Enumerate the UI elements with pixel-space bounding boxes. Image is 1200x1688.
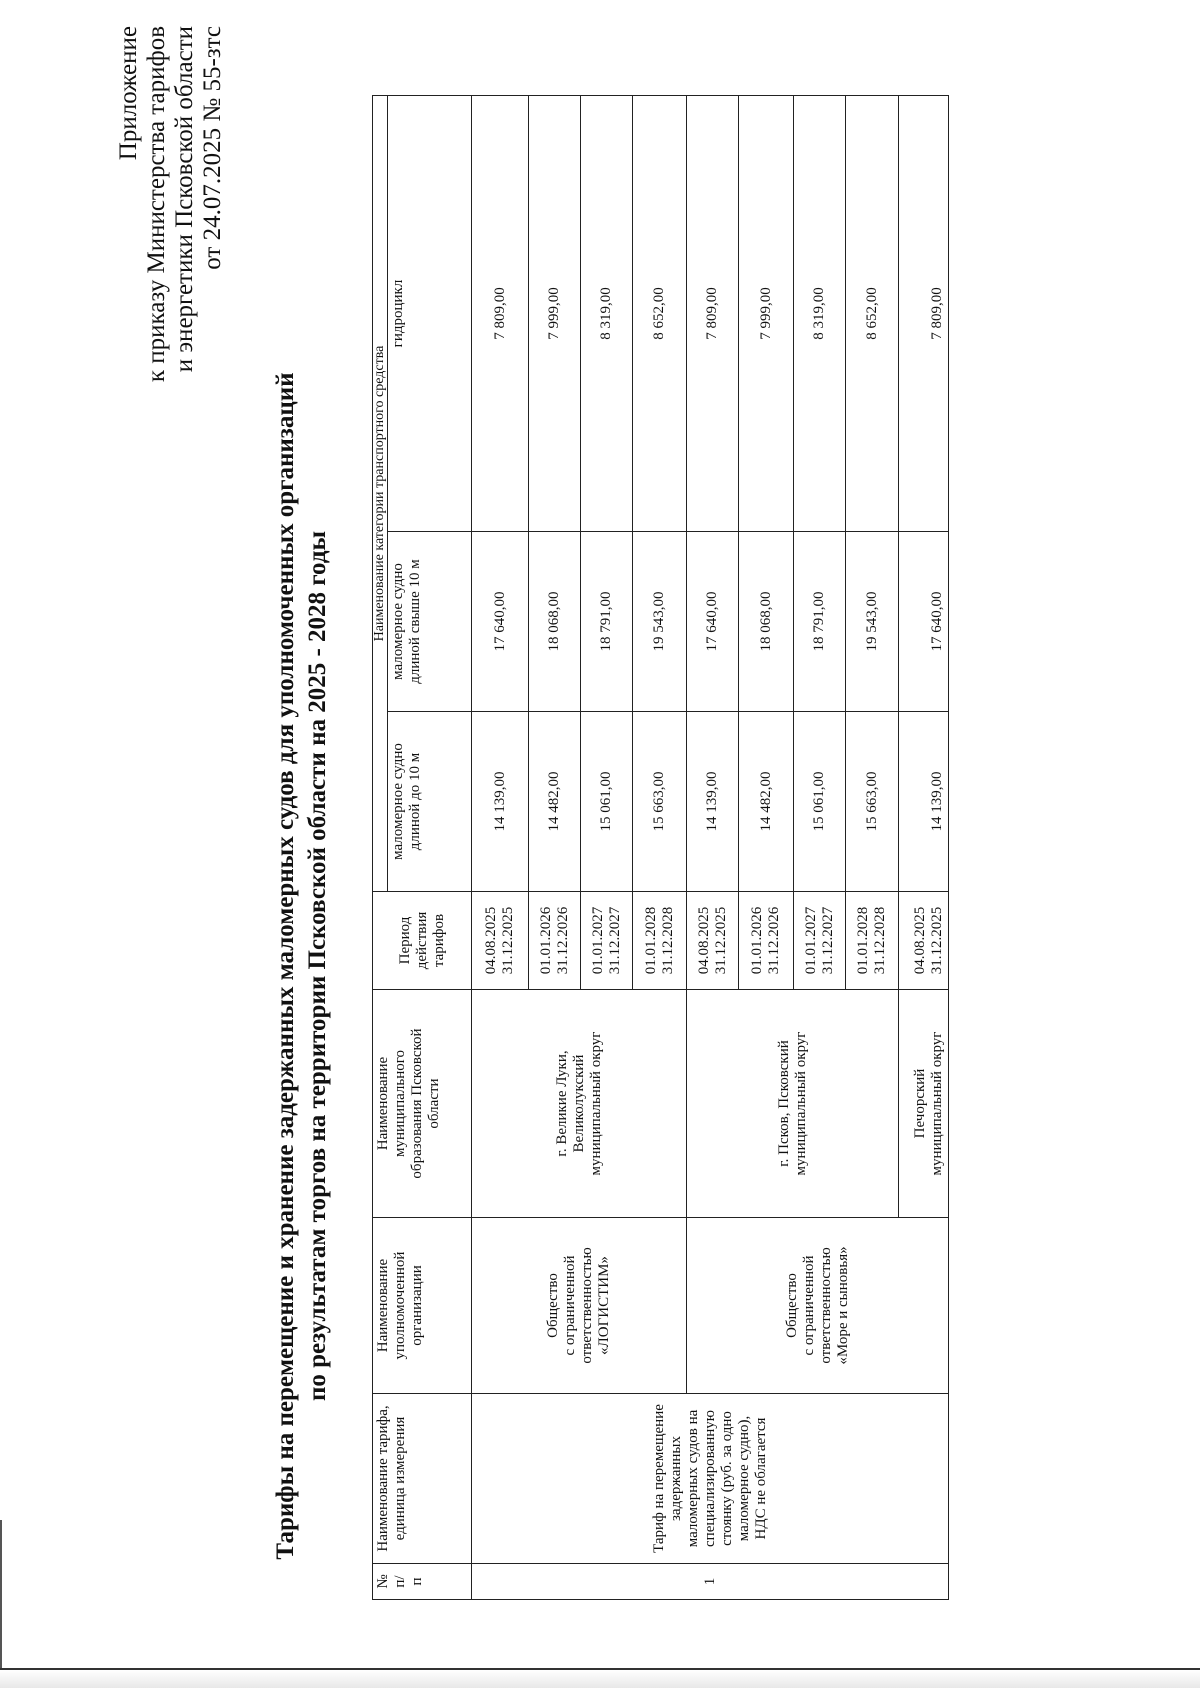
value-cell: 15 663,00	[846, 712, 899, 892]
header-category-group: Наименование категории транспортного средства	[373, 95, 388, 891]
period-cell: 01.01.2027 31.12.2027	[794, 892, 846, 990]
document-title	[270, 296, 334, 1636]
header-line: от 24.07.2025 № 55-зтс	[199, 26, 226, 270]
header-line: и энергетики Псковской области	[171, 26, 198, 373]
value-cell: 17 640,00	[899, 532, 949, 712]
value-cell: 18 068,00	[739, 532, 794, 712]
header-line: Приложение	[115, 26, 142, 161]
value-cell: 14 482,00	[739, 712, 794, 892]
value-cell: 17 640,00	[687, 532, 739, 712]
row-number: 1	[472, 1564, 949, 1600]
org-logistim: Общество с ограниченной ответственностью «ЛОГИСТИМ»	[472, 1218, 687, 1394]
municipality-velikie-luki: г. Великие Луки, Великолукский муниципальный округ	[472, 990, 687, 1218]
period-cell: 04.08.2025 31.12.2025	[899, 892, 949, 990]
header-line: к приказу Министерства тарифов	[143, 26, 170, 383]
value-cell: 19 543,00	[846, 532, 899, 712]
value-cell: 7 809,00	[472, 95, 529, 531]
header-tariff-name: Наименование тарифа, единица измерения	[373, 1394, 472, 1564]
value-cell: 8 652,00	[846, 95, 899, 531]
municipality-pechory: Печорский муниципальный округ	[899, 990, 949, 1218]
value-cell: 7 999,00	[739, 95, 794, 531]
table-row	[687, 95, 739, 1599]
header-category-jetski: гидроцикл	[388, 95, 472, 531]
header-municipality: Наименование муниципального образования Псковской области	[373, 990, 472, 1218]
value-cell: 7 809,00	[899, 95, 949, 531]
value-cell: 8 319,00	[794, 95, 846, 531]
period-cell: 04.08.2025 31.12.2025	[472, 892, 529, 990]
value-cell: 7 999,00	[529, 95, 581, 531]
period-cell: 01.01.2026 31.12.2026	[529, 892, 581, 990]
period-cell: 01.01.2028 31.12.2028	[633, 892, 687, 990]
value-cell: 15 663,00	[633, 712, 687, 892]
value-cell: 19 543,00	[633, 532, 687, 712]
value-cell: 17 640,00	[472, 532, 529, 712]
municipality-pskov: г. Псков, Псковский муниципальный округ	[687, 990, 899, 1218]
header-organization: Наименование уполномоченной организации	[373, 1218, 472, 1394]
value-cell: 14 482,00	[529, 712, 581, 892]
value-cell: 15 061,00	[581, 712, 633, 892]
period-cell: 01.01.2027 31.12.2027	[581, 892, 633, 990]
value-cell: 18 791,00	[581, 532, 633, 712]
period-cell: 01.01.2026 31.12.2026	[739, 892, 794, 990]
value-cell: 14 139,00	[899, 712, 949, 892]
value-cell: 14 139,00	[687, 712, 739, 892]
header-category-large: маломерное судно длиной свыше 10 м	[388, 532, 472, 712]
title-line-2: по результатам торгов на территории Псковской области на 2025 - 2028 годы	[304, 531, 331, 1401]
value-cell: 7 809,00	[687, 95, 739, 531]
tariff-table	[372, 95, 949, 1600]
header-category-small: маломерное судно длиной до 10 м	[388, 712, 472, 892]
value-cell: 15 061,00	[794, 712, 846, 892]
appendix-header	[115, 26, 227, 446]
table-row	[472, 95, 529, 1599]
period-cell: 01.01.2028 31.12.2028	[846, 892, 899, 990]
value-cell: 8 319,00	[581, 95, 633, 531]
value-cell: 18 068,00	[529, 532, 581, 712]
org-more-i-synovya: Общество с ограниченной ответственностью «Море и сыновья»	[687, 1218, 949, 1394]
value-cell: 8 652,00	[633, 95, 687, 531]
header-num: № п/ п	[373, 1564, 472, 1600]
period-cell: 04.08.2025 31.12.2025	[687, 892, 739, 990]
value-cell: 18 791,00	[794, 532, 846, 712]
tariff-description: Тариф на перемещение задержанных маломерных судов на специализированную стоянку (руб. за одно маломерное судно), НДС не облагается	[472, 1394, 949, 1564]
value-cell: 14 139,00	[472, 712, 529, 892]
header-period: Период действия тарифов	[373, 892, 472, 990]
title-line-1: Тарифы на перемещение и хранение задержанных маломерных судов для уполномоченных организаций	[272, 372, 299, 1560]
